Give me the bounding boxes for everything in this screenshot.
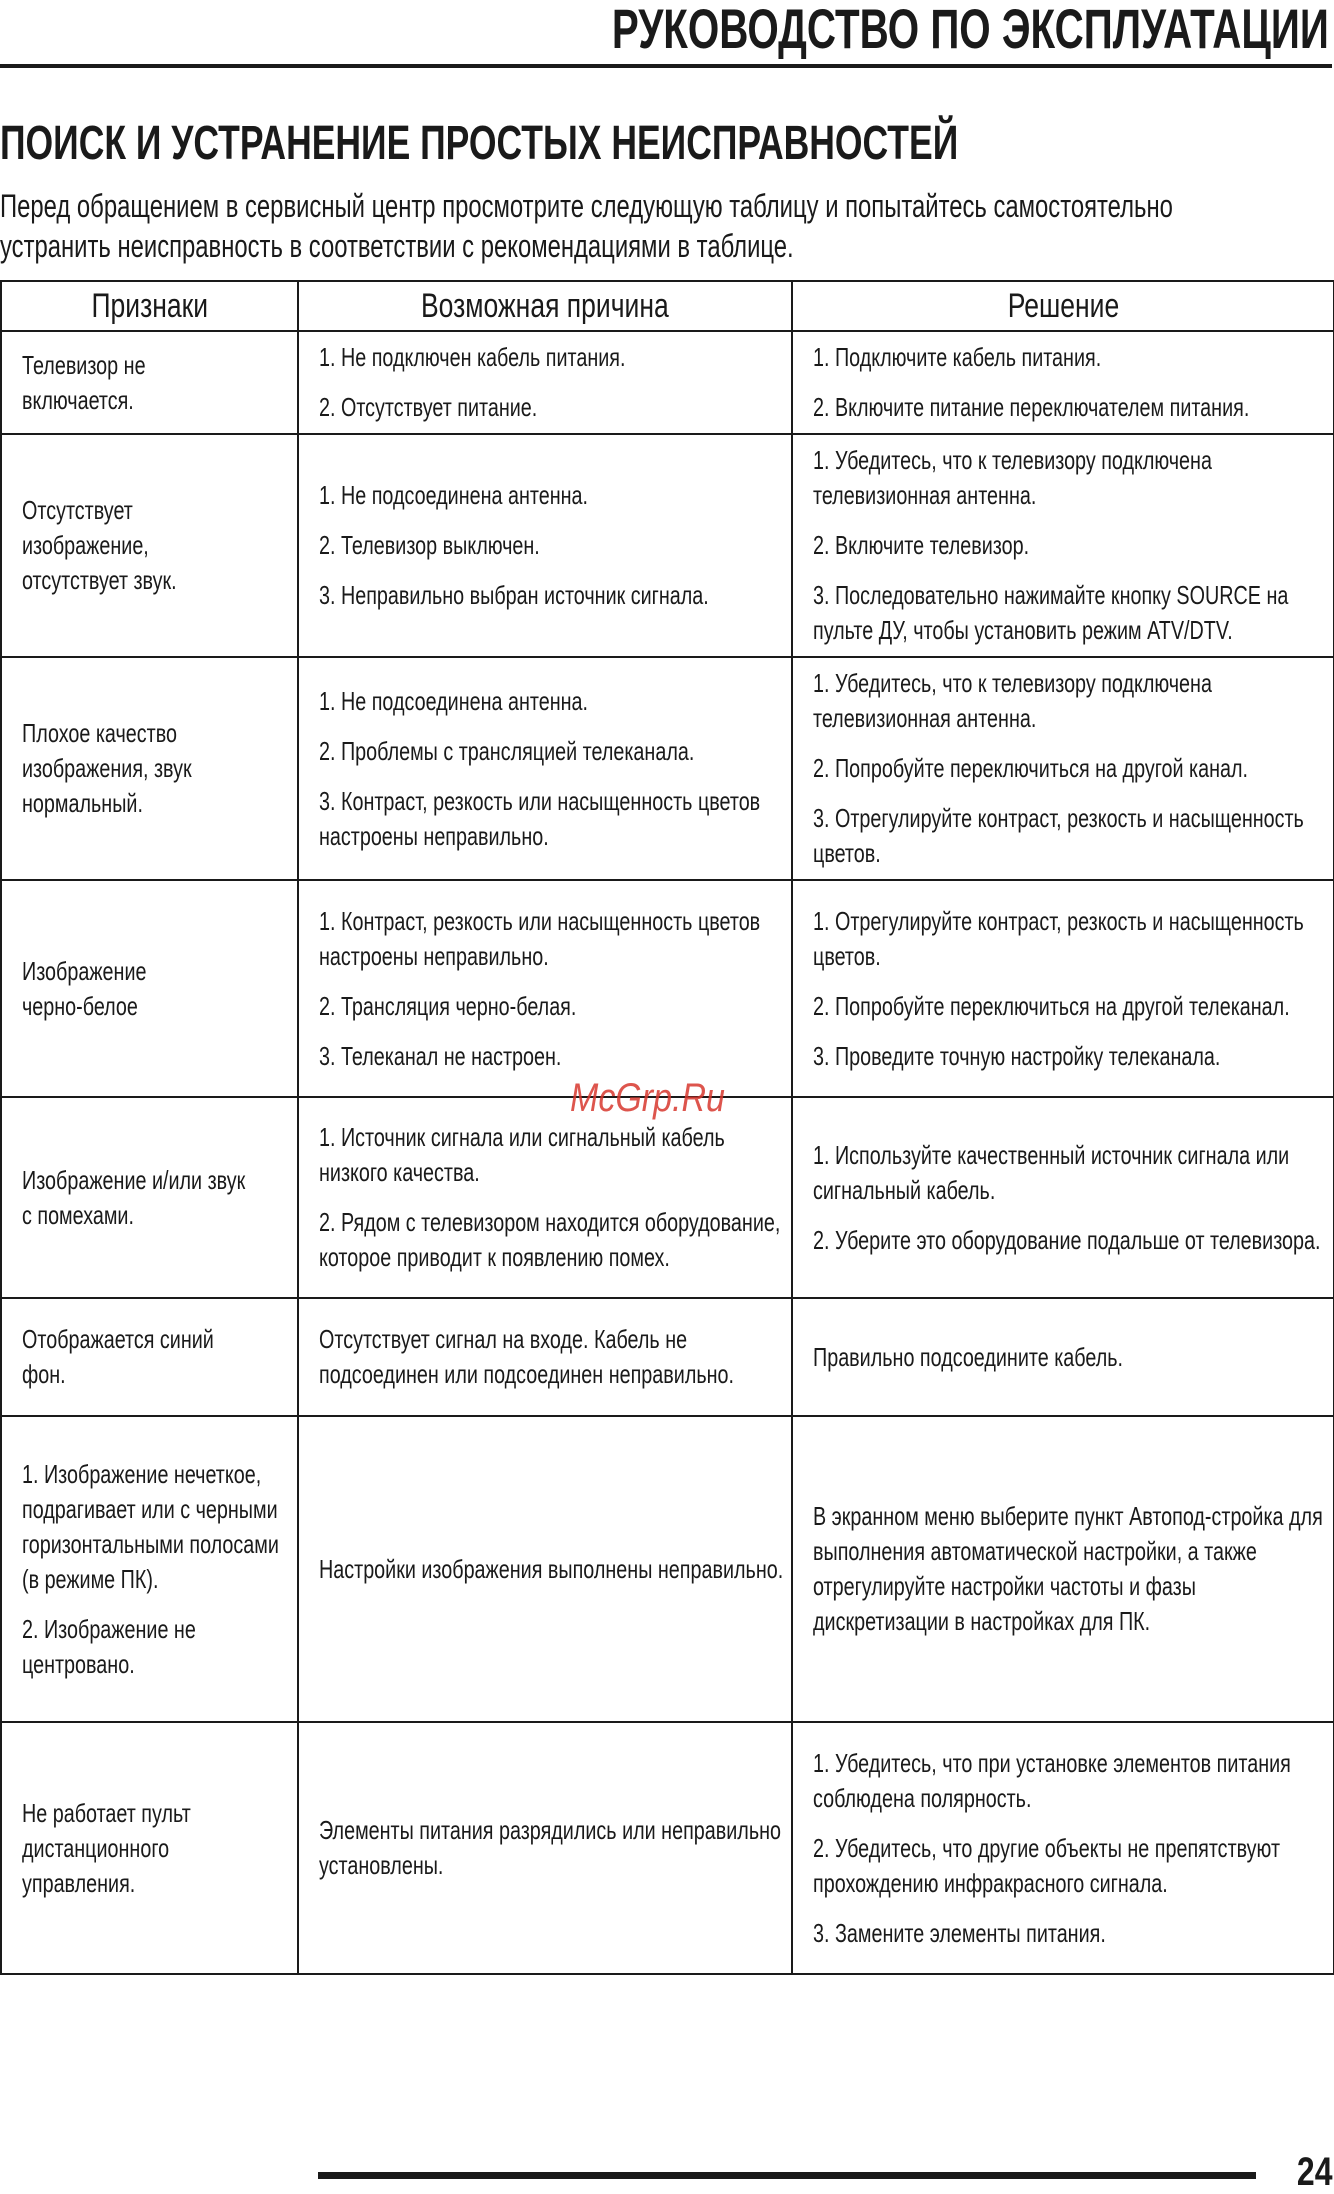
table-row <box>1 1298 1334 1416</box>
cause-cell: 1. Контраст, резкость или насыщенность цветов настроены неправильно. 2. Трансляция черно-белая. 3. Телеканал не настроен. <box>298 880 792 1097</box>
table-row <box>1 1097 1334 1298</box>
solution-cell: 1. Убедитесь, что к телевизору подключена телевизионная антенна. 2. Попробуйте переключиться на другой канал. 3. Отрегулируйте контраст, резкость и насыщенность цветов. <box>792 657 1334 880</box>
cause-cell: 1. Не подключен кабель питания. 2. Отсутствует питание. <box>298 331 792 434</box>
solution-cell: 1. Убедитесь, что при установке элементов питания соблюдена полярность. 2. Убедитесь, что другие объекты не препятствуют прохождению инфракрасного сигнала. 3. Замените элементы питания. <box>792 1722 1334 1974</box>
table-row <box>1 1722 1334 1974</box>
solution-cell: 1. Подключите кабель питания. 2. Включите питание переключателем питания. <box>792 331 1334 434</box>
symptom-cell: Изображение черно-белое <box>1 880 298 1097</box>
cause-cell: 1. Не подсоединена антенна. 2. Телевизор выключен. 3. Неправильно выбран источник сигнала. <box>298 434 792 657</box>
footer-rule <box>318 2172 1256 2179</box>
cause-cell: Элементы питания разрядились или неправильно установлены. <box>298 1722 792 1974</box>
symptom-cell: Отсутствует изображение, отсутствует звук. <box>1 434 298 657</box>
intro-line-2: устранить неисправность в соответствии с рекомендациями в таблице. <box>0 228 794 264</box>
symptom-cell: Телевизор не включается. <box>1 331 298 434</box>
table-header-row <box>1 281 1334 331</box>
watermark: McGrp.Ru <box>570 1076 725 1120</box>
header-symptoms: Признаки <box>1 281 298 331</box>
page-number: 24 <box>1296 2150 1332 2194</box>
symptom-cell: Изображение и/или звук с помехами. <box>1 1097 298 1298</box>
cause-cell: 1. Не подсоединена антенна. 2. Проблемы с трансляцией телеканала. 3. Контраст, резкость или насыщенность цветов настроены неправильно. <box>298 657 792 880</box>
troubleshooting-table <box>0 280 1334 1975</box>
table-row <box>1 657 1334 880</box>
solution-cell: В экранном меню выберите пункт Автопод-стройка для выполнения автоматической настройки, а также отрегулируйте настройки частоты и фазы дискретизации в настройках для ПК. <box>792 1416 1334 1722</box>
section-title: ПОИСК И УСТРАНЕНИЕ ПРОСТЫХ НЕИСПРАВНОСТЕЙ <box>0 117 959 170</box>
solution-cell: 1. Отрегулируйте контраст, резкость и насыщенность цветов. 2. Попробуйте переключиться на другой телеканал. 3. Проведите точную настройку телеканала. <box>792 880 1334 1097</box>
table-row <box>1 434 1334 657</box>
symptom-cell: Не работает пульт дистанционного управления. <box>1 1722 298 1974</box>
solution-cell: Правильно подсоедините кабель. <box>792 1298 1334 1416</box>
header-cause: Возможная причина <box>298 281 792 331</box>
symptom-cell: 1. Изображение нечеткое, подрагивает или с черными горизонтальными полосами (в режиме ПК). 2. Изображение не центровано. <box>1 1416 298 1722</box>
header-rule <box>0 64 1332 68</box>
symptom-cell: Плохое качество изображения, звук нормальный. <box>1 657 298 880</box>
solution-cell: 1. Убедитесь, что к телевизору подключена телевизионная антенна. 2. Включите телевизор. 3. Последовательно нажимайте кнопку SOURCE на пульте ДУ, чтобы установить режим ATV/DTV. <box>792 434 1334 657</box>
header-title: РУКОВОДСТВО ПО ЭКСПЛУАТАЦИИ <box>612 0 1329 60</box>
header-solution: Решение <box>792 281 1334 331</box>
cause-cell: Настройки изображения выполнены неправильно. <box>298 1416 792 1722</box>
table-row <box>1 1416 1334 1722</box>
table-row <box>1 331 1334 434</box>
solution-cell: 1. Используйте качественный источник сигнала или сигнальный кабель. 2. Уберите это оборудование подальше от телевизора. <box>792 1097 1334 1298</box>
table-row <box>1 880 1334 1097</box>
cause-cell: 1. Источник сигнала или сигнальный кабель низкого качества. 2. Рядом с телевизором находится оборудование, которое приводит к появлению помех. <box>298 1097 792 1298</box>
intro-line-1: Перед обращением в сервисный центр просмотрите следующую таблицу и попытайтесь самостоятельно <box>0 188 1173 224</box>
intro-paragraph <box>0 186 1334 266</box>
symptom-cell: Отображается синий фон. <box>1 1298 298 1416</box>
cause-cell: Отсутствует сигнал на входе. Кабель не подсоединен или подсоединен неправильно. <box>298 1298 792 1416</box>
